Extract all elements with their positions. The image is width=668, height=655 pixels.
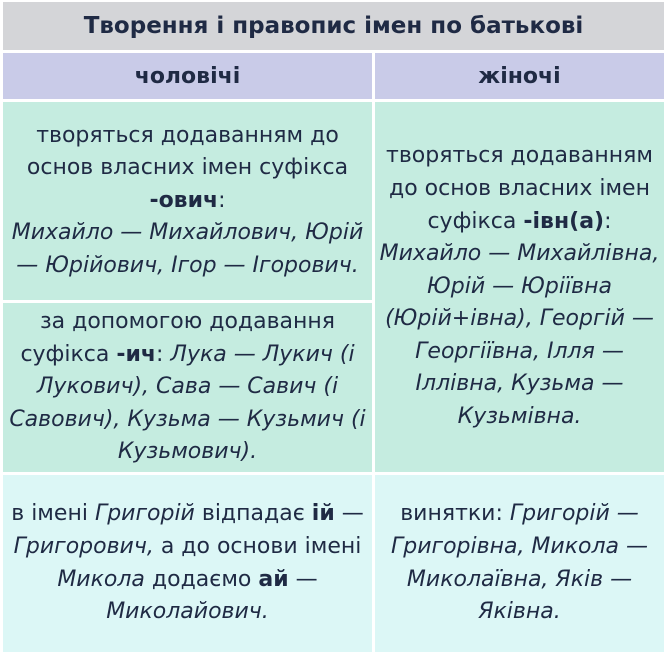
female-rule-text (377, 140, 662, 433)
male-rule-ych-colon: : (156, 341, 171, 367)
male-exception-part2: відпадає (194, 501, 312, 527)
column-header-female: жіночі (375, 53, 664, 99)
male-rule-ovych-colon: : (218, 187, 226, 213)
added-ending: ай (258, 566, 289, 592)
suffix-ych: -ич (116, 341, 156, 367)
female-exception-text (377, 498, 662, 628)
male-exception-part6: — (288, 566, 318, 592)
male-exception-part1: в імені (11, 501, 95, 527)
patronymic-table (3, 2, 664, 652)
male-rule-ovych-examples: Михайло — Михайлович, Юрій — Юрійович, Ігор — Ігорович. (11, 220, 364, 278)
male-rule-ych-intro: за допомогою додавання суфікса (20, 309, 336, 367)
female-rule-intro: творяться додаванням до основ власних імен суфікса (386, 143, 653, 234)
result-hryhorovych: Григорович, (13, 533, 154, 559)
table-title: Творення і правопис імен по батькові (3, 2, 664, 50)
female-rule-cell (375, 102, 664, 472)
name-mykola: Микола (57, 566, 145, 592)
male-rule-ovych-intro: творяться додаванням до основ власних імен суфікса (26, 122, 349, 181)
male-exception-part5: додаємо (144, 566, 259, 592)
suffix-ovych: -ович (149, 187, 219, 213)
female-exception-label: винятки: (400, 501, 510, 527)
male-rule-ych-examples: Лука — Лукич (і Лукович), Сава — Савич (і Савович), Кузьма — Кузьмич (і Кузьмович). (9, 341, 366, 465)
suffix-ivna: -івн(а) (523, 208, 605, 234)
female-rule-colon: : (604, 208, 612, 234)
female-exception-examples: Григорій — Григорівна, Микола — Миколаївна, Яків — Яківна. (391, 501, 648, 625)
female-exception-cell (375, 475, 664, 652)
name-hryhorii: Григорій (94, 501, 195, 527)
male-rule-ovych-cell (3, 102, 372, 300)
column-header-male: чоловічі (3, 53, 372, 99)
male-exception-cell (3, 475, 372, 652)
male-exception-text (9, 498, 366, 628)
result-mykolaiovych: Миколайович. (106, 599, 269, 625)
male-rule-ovych-text (9, 120, 366, 283)
male-rule-ych-cell (3, 303, 372, 472)
male-rule-ych-text (9, 306, 366, 469)
male-exception-part4: а до основи імені (153, 533, 362, 559)
male-exception-part3: — (334, 501, 364, 527)
dropped-ending: ій (311, 501, 335, 527)
female-rule-examples: Михайло — Михайлівна, Юрій — Юріївна (Юрій+івна), Георгій — Георгіївна, Ілля — Іллівна, Кузьма — Кузьмівна. (379, 241, 660, 430)
